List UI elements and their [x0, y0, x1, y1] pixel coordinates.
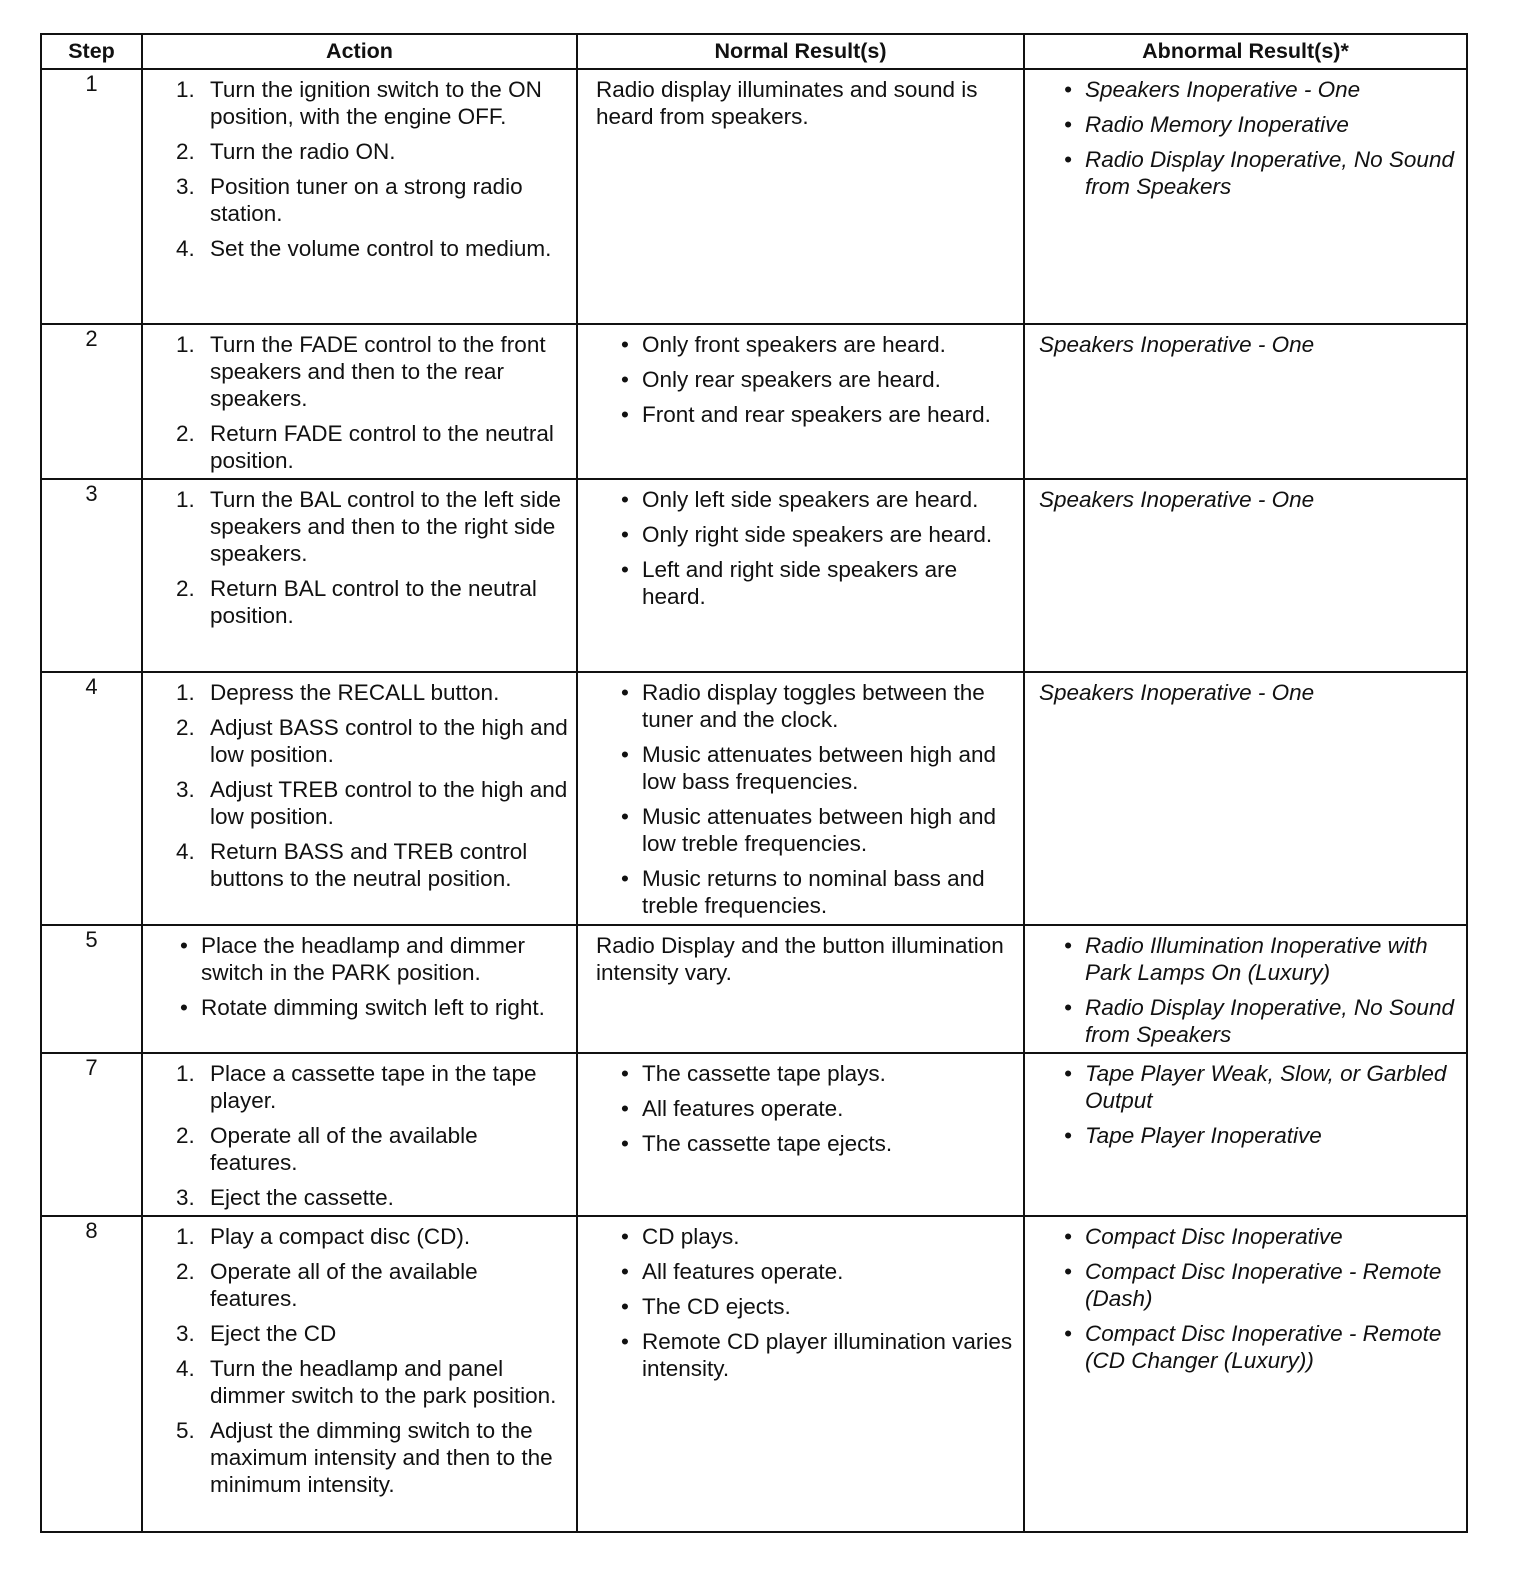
normal-result-item — [621, 1095, 1015, 1122]
table-row — [41, 1053, 1467, 1216]
action-item-number: 3. — [176, 174, 195, 199]
bullet-icon: • — [621, 557, 629, 582]
normal-result-text: Radio display toggles between the tuner and the clock. — [642, 680, 985, 732]
normal-results-cell — [577, 1053, 1024, 1216]
action-item-text: Position tuner on a strong radio station. — [210, 174, 523, 226]
abnormal-result-item[interactable] — [1064, 146, 1458, 200]
abnormal-result-item[interactable] — [1064, 994, 1458, 1048]
abnormal-result-link[interactable]: Compact Disc Inoperative - Remote (Dash) — [1085, 1259, 1442, 1311]
step-number: 5 — [41, 925, 142, 1053]
normal-result-text: Only rear speakers are heard. — [642, 367, 941, 392]
action-item-text: Adjust the dimming switch to the maximum intensity and then to the minimum intensity. — [210, 1418, 553, 1497]
action-item-number: 3. — [176, 1321, 195, 1346]
normal-result-text: Remote CD player illumination varies intensity. — [642, 1329, 1013, 1381]
action-item-number: 5. — [176, 1418, 195, 1443]
action-item — [176, 1060, 568, 1114]
action-item — [176, 1223, 568, 1250]
action-item-number: 2. — [176, 421, 195, 446]
normal-result-item — [621, 741, 1015, 795]
abnormal-results-cell — [1024, 69, 1467, 324]
action-item — [180, 994, 568, 1021]
normal-result-text: Music attenuates between high and low bass frequencies. — [642, 742, 996, 794]
action-cell — [142, 672, 577, 925]
table-row — [41, 1216, 1467, 1532]
normal-result-text: Radio Display and the button illumination intensity vary. — [596, 933, 1004, 985]
normal-result-text: Music attenuates between high and low treble frequencies. — [642, 804, 996, 856]
normal-results-cell — [577, 1216, 1024, 1532]
action-list — [143, 70, 576, 266]
bullet-icon: • — [621, 1224, 629, 1249]
action-item-text: Turn the BAL control to the left side speakers and then to the right side speakers. — [210, 487, 562, 566]
action-item-text: Place the headlamp and dimmer switch in the PARK position. — [201, 933, 525, 985]
bullet-icon: • — [621, 1061, 629, 1086]
action-item-number: 1. — [176, 680, 195, 705]
action-item — [176, 679, 568, 706]
bullet-icon: • — [180, 995, 188, 1020]
bullet-icon: • — [621, 487, 629, 512]
action-item-text: Turn the radio ON. — [210, 139, 396, 164]
normal-result-text: The CD ejects. — [642, 1294, 791, 1319]
action-item — [176, 173, 568, 227]
action-cell — [142, 324, 577, 479]
normal-results-list — [578, 325, 1023, 432]
normal-result-item — [621, 486, 1015, 513]
abnormal-result-link[interactable]: Radio Memory Inoperative — [1085, 112, 1349, 137]
action-item-number: 4. — [176, 839, 195, 864]
normal-result-item — [621, 521, 1015, 548]
bullet-icon: • — [621, 1259, 629, 1284]
action-cell — [142, 69, 577, 324]
abnormal-result-item[interactable] — [1064, 1223, 1458, 1250]
normal-results-cell — [577, 672, 1024, 925]
normal-result-text: Left and right side speakers are heard. — [642, 557, 958, 609]
normal-result-text: The cassette tape ejects. — [642, 1131, 893, 1156]
action-item-text: Depress the RECALL button. — [210, 680, 500, 705]
abnormal-results-cell — [1024, 1216, 1467, 1532]
normal-results-cell — [577, 479, 1024, 672]
table-row — [41, 672, 1467, 925]
normal-result-item — [621, 1060, 1015, 1087]
abnormal-result-item[interactable] — [1064, 1122, 1458, 1149]
abnormal-results-cell — [1024, 672, 1467, 925]
abnormal-result-item[interactable] — [1064, 111, 1458, 138]
action-item — [176, 1122, 568, 1176]
action-item-text: Set the volume control to medium. — [210, 236, 552, 261]
action-item-number: 3. — [176, 777, 195, 802]
action-item-text: Adjust TREB control to the high and low position. — [210, 777, 568, 829]
abnormal-result-item[interactable] — [1064, 1320, 1458, 1374]
normal-result-item — [621, 865, 1015, 919]
bullet-icon: • — [621, 332, 629, 357]
abnormal-results-list — [1025, 70, 1466, 204]
bullet-icon: • — [1064, 1321, 1072, 1346]
action-item-text: Turn the FADE control to the front speakers and then to the rear speakers. — [210, 332, 546, 411]
action-item-text: Return BASS and TREB control buttons to the neutral position. — [210, 839, 528, 891]
bullet-icon: • — [1064, 112, 1072, 137]
action-item-number: 4. — [176, 236, 195, 261]
normal-results-cell — [577, 925, 1024, 1053]
table-row — [41, 69, 1467, 324]
abnormal-result-link[interactable]: Speakers Inoperative - One — [1039, 680, 1315, 705]
normal-result-item — [621, 401, 1015, 428]
normal-result-text: Music returns to nominal bass and treble frequencies. — [642, 866, 985, 918]
action-item — [176, 486, 568, 567]
normal-results-list — [578, 673, 1023, 923]
table-row — [41, 925, 1467, 1053]
bullet-icon: • — [621, 680, 629, 705]
normal-result-text: Only front speakers are heard. — [642, 332, 946, 357]
step-number: 4 — [41, 672, 142, 925]
action-list — [143, 480, 576, 633]
abnormal-result-link[interactable]: Speakers Inoperative - One — [1039, 332, 1315, 357]
action-item-number: 1. — [176, 77, 195, 102]
abnormal-results-list — [1025, 926, 1466, 1052]
abnormal-result-link[interactable]: Tape Player Weak, Slow, or Garbled Output — [1085, 1061, 1447, 1113]
abnormal-result-link[interactable]: Compact Disc Inoperative — [1085, 1224, 1343, 1249]
action-item-number: 1. — [176, 1061, 195, 1086]
action-list — [143, 1217, 576, 1502]
action-item-number: 1. — [176, 1224, 195, 1249]
normal-result-item — [621, 366, 1015, 393]
abnormal-results-cell — [1024, 324, 1467, 479]
bullet-icon: • — [621, 742, 629, 767]
action-item-number: 2. — [176, 1123, 195, 1148]
action-item — [176, 1258, 568, 1312]
action-item-number: 2. — [176, 1259, 195, 1284]
normal-result-item — [621, 1293, 1015, 1320]
abnormal-result-item[interactable] — [1064, 1258, 1458, 1312]
action-cell — [142, 479, 577, 672]
abnormal-results-list — [1025, 1054, 1466, 1153]
normal-results-cell — [577, 324, 1024, 479]
abnormal-result-link[interactable]: Tape Player Inoperative — [1085, 1123, 1322, 1148]
action-item-number: 1. — [176, 487, 195, 512]
normal-results-list — [578, 480, 1023, 614]
action-list — [143, 926, 576, 1025]
bullet-icon: • — [621, 1294, 629, 1319]
action-item-text: Adjust BASS control to the high and low position. — [210, 715, 568, 767]
action-item-number: 1. — [176, 332, 195, 357]
action-cell — [142, 1053, 577, 1216]
bullet-icon: • — [1064, 933, 1072, 958]
normal-result-item — [621, 1223, 1015, 1250]
abnormal-results-cell — [1024, 479, 1467, 672]
action-item-text: Turn the ignition switch to the ON position, with the engine OFF. — [210, 77, 542, 129]
header-step: Step — [41, 34, 142, 69]
bullet-icon: • — [621, 1096, 629, 1121]
action-list — [143, 1054, 576, 1215]
action-cell — [142, 925, 577, 1053]
table-row — [41, 479, 1467, 672]
abnormal-results-cell — [1024, 925, 1467, 1053]
bullet-icon: • — [1064, 1224, 1072, 1249]
action-item-text: Eject the cassette. — [210, 1185, 394, 1210]
abnormal-result-link[interactable]: Radio Display Inoperative, No Sound from Speakers — [1085, 995, 1454, 1047]
action-item-text: Operate all of the available features. — [210, 1123, 478, 1175]
action-list — [143, 673, 576, 896]
abnormal-results-list — [1025, 1217, 1466, 1378]
action-item-number: 2. — [176, 715, 195, 740]
normal-result-item — [621, 556, 1015, 610]
action-cell — [142, 1216, 577, 1532]
normal-result-item — [621, 803, 1015, 857]
normal-results-list — [578, 1217, 1023, 1386]
bullet-icon: • — [621, 367, 629, 392]
action-item-number: 4. — [176, 1356, 195, 1381]
action-item-text: Eject the CD — [210, 1321, 337, 1346]
action-item-text: Operate all of the available features. — [210, 1259, 478, 1311]
normal-result-text: Only right side speakers are heard. — [642, 522, 993, 547]
normal-result-text: CD plays. — [642, 1224, 740, 1249]
bullet-icon: • — [1064, 1259, 1072, 1284]
abnormal-results-cell — [1024, 1053, 1467, 1216]
abnormal-result-item[interactable] — [1064, 76, 1458, 103]
bullet-icon: • — [1064, 995, 1072, 1020]
header-action: Action — [142, 34, 577, 69]
abnormal-result-link[interactable]: Speakers Inoperative - One — [1085, 77, 1361, 102]
step-number: 1 — [41, 69, 142, 324]
action-list — [143, 325, 576, 478]
action-item-text: Return FADE control to the neutral position. — [210, 421, 554, 473]
action-item — [176, 1320, 568, 1347]
normal-result-item — [621, 1130, 1015, 1157]
action-item — [180, 932, 568, 986]
header-abnormal-results: Abnormal Result(s)* — [1024, 34, 1467, 69]
normal-result-text: All features operate. — [642, 1096, 844, 1121]
normal-result-item — [621, 1328, 1015, 1382]
diagnostic-table — [40, 33, 1468, 1533]
step-number: 7 — [41, 1053, 142, 1216]
step-number: 2 — [41, 324, 142, 479]
abnormal-result-link[interactable]: Radio Illumination Inoperative with Park Lamps On (Luxury) — [1085, 933, 1428, 985]
normal-result-text: All features operate. — [642, 1259, 844, 1284]
action-item — [176, 575, 568, 629]
action-item-number: 2. — [176, 576, 195, 601]
action-item — [176, 776, 568, 830]
bullet-icon: • — [1064, 1123, 1072, 1148]
action-item-text: Turn the headlamp and panel dimmer switch to the park position. — [210, 1356, 557, 1408]
normal-results-cell — [577, 69, 1024, 324]
normal-result-item — [621, 331, 1015, 358]
action-item — [176, 420, 568, 474]
bullet-icon: • — [1064, 77, 1072, 102]
abnormal-result-link[interactable]: Speakers Inoperative - One — [1039, 487, 1315, 512]
abnormal-result-link[interactable]: Compact Disc Inoperative - Remote (CD Changer (Luxury)) — [1085, 1321, 1442, 1373]
normal-result-text: Only left side speakers are heard. — [642, 487, 979, 512]
normal-results-list — [578, 1054, 1023, 1161]
abnormal-result-item[interactable] — [1064, 1060, 1458, 1114]
bullet-icon: • — [621, 804, 629, 829]
normal-result-text: Front and rear speakers are heard. — [642, 402, 991, 427]
header-normal-results: Normal Result(s) — [577, 34, 1024, 69]
bullet-icon: • — [1064, 1061, 1072, 1086]
bullet-icon: • — [621, 522, 629, 547]
abnormal-result-link[interactable]: Radio Display Inoperative, No Sound from Speakers — [1085, 147, 1454, 199]
action-item-text: Return BAL control to the neutral position. — [210, 576, 537, 628]
normal-result-item — [621, 1258, 1015, 1285]
normal-result-text: The cassette tape plays. — [642, 1061, 886, 1086]
step-number: 3 — [41, 479, 142, 672]
action-item — [176, 235, 568, 262]
action-item — [176, 138, 568, 165]
header-row — [41, 34, 1467, 69]
normal-result-item — [621, 679, 1015, 733]
step-number: 8 — [41, 1216, 142, 1532]
bullet-icon: • — [1064, 147, 1072, 172]
action-item-text: Play a compact disc (CD). — [210, 1224, 471, 1249]
bullet-icon: • — [621, 1329, 629, 1354]
action-item-number: 3. — [176, 1185, 195, 1210]
action-item-number: 2. — [176, 139, 195, 164]
action-item — [176, 76, 568, 130]
action-item — [176, 1417, 568, 1498]
abnormal-result-item[interactable] — [1064, 932, 1458, 986]
action-item — [176, 331, 568, 412]
table-row — [41, 324, 1467, 479]
bullet-icon: • — [621, 1131, 629, 1156]
action-item — [176, 838, 568, 892]
action-item-text: Rotate dimming switch left to right. — [201, 995, 545, 1020]
action-item — [176, 1184, 568, 1211]
normal-result-text: Radio display illuminates and sound is heard from speakers. — [596, 77, 978, 129]
bullet-icon: • — [180, 933, 188, 958]
action-item — [176, 1355, 568, 1409]
bullet-icon: • — [621, 866, 629, 891]
action-item-text: Place a cassette tape in the tape player. — [210, 1061, 537, 1113]
bullet-icon: • — [621, 402, 629, 427]
action-item — [176, 714, 568, 768]
